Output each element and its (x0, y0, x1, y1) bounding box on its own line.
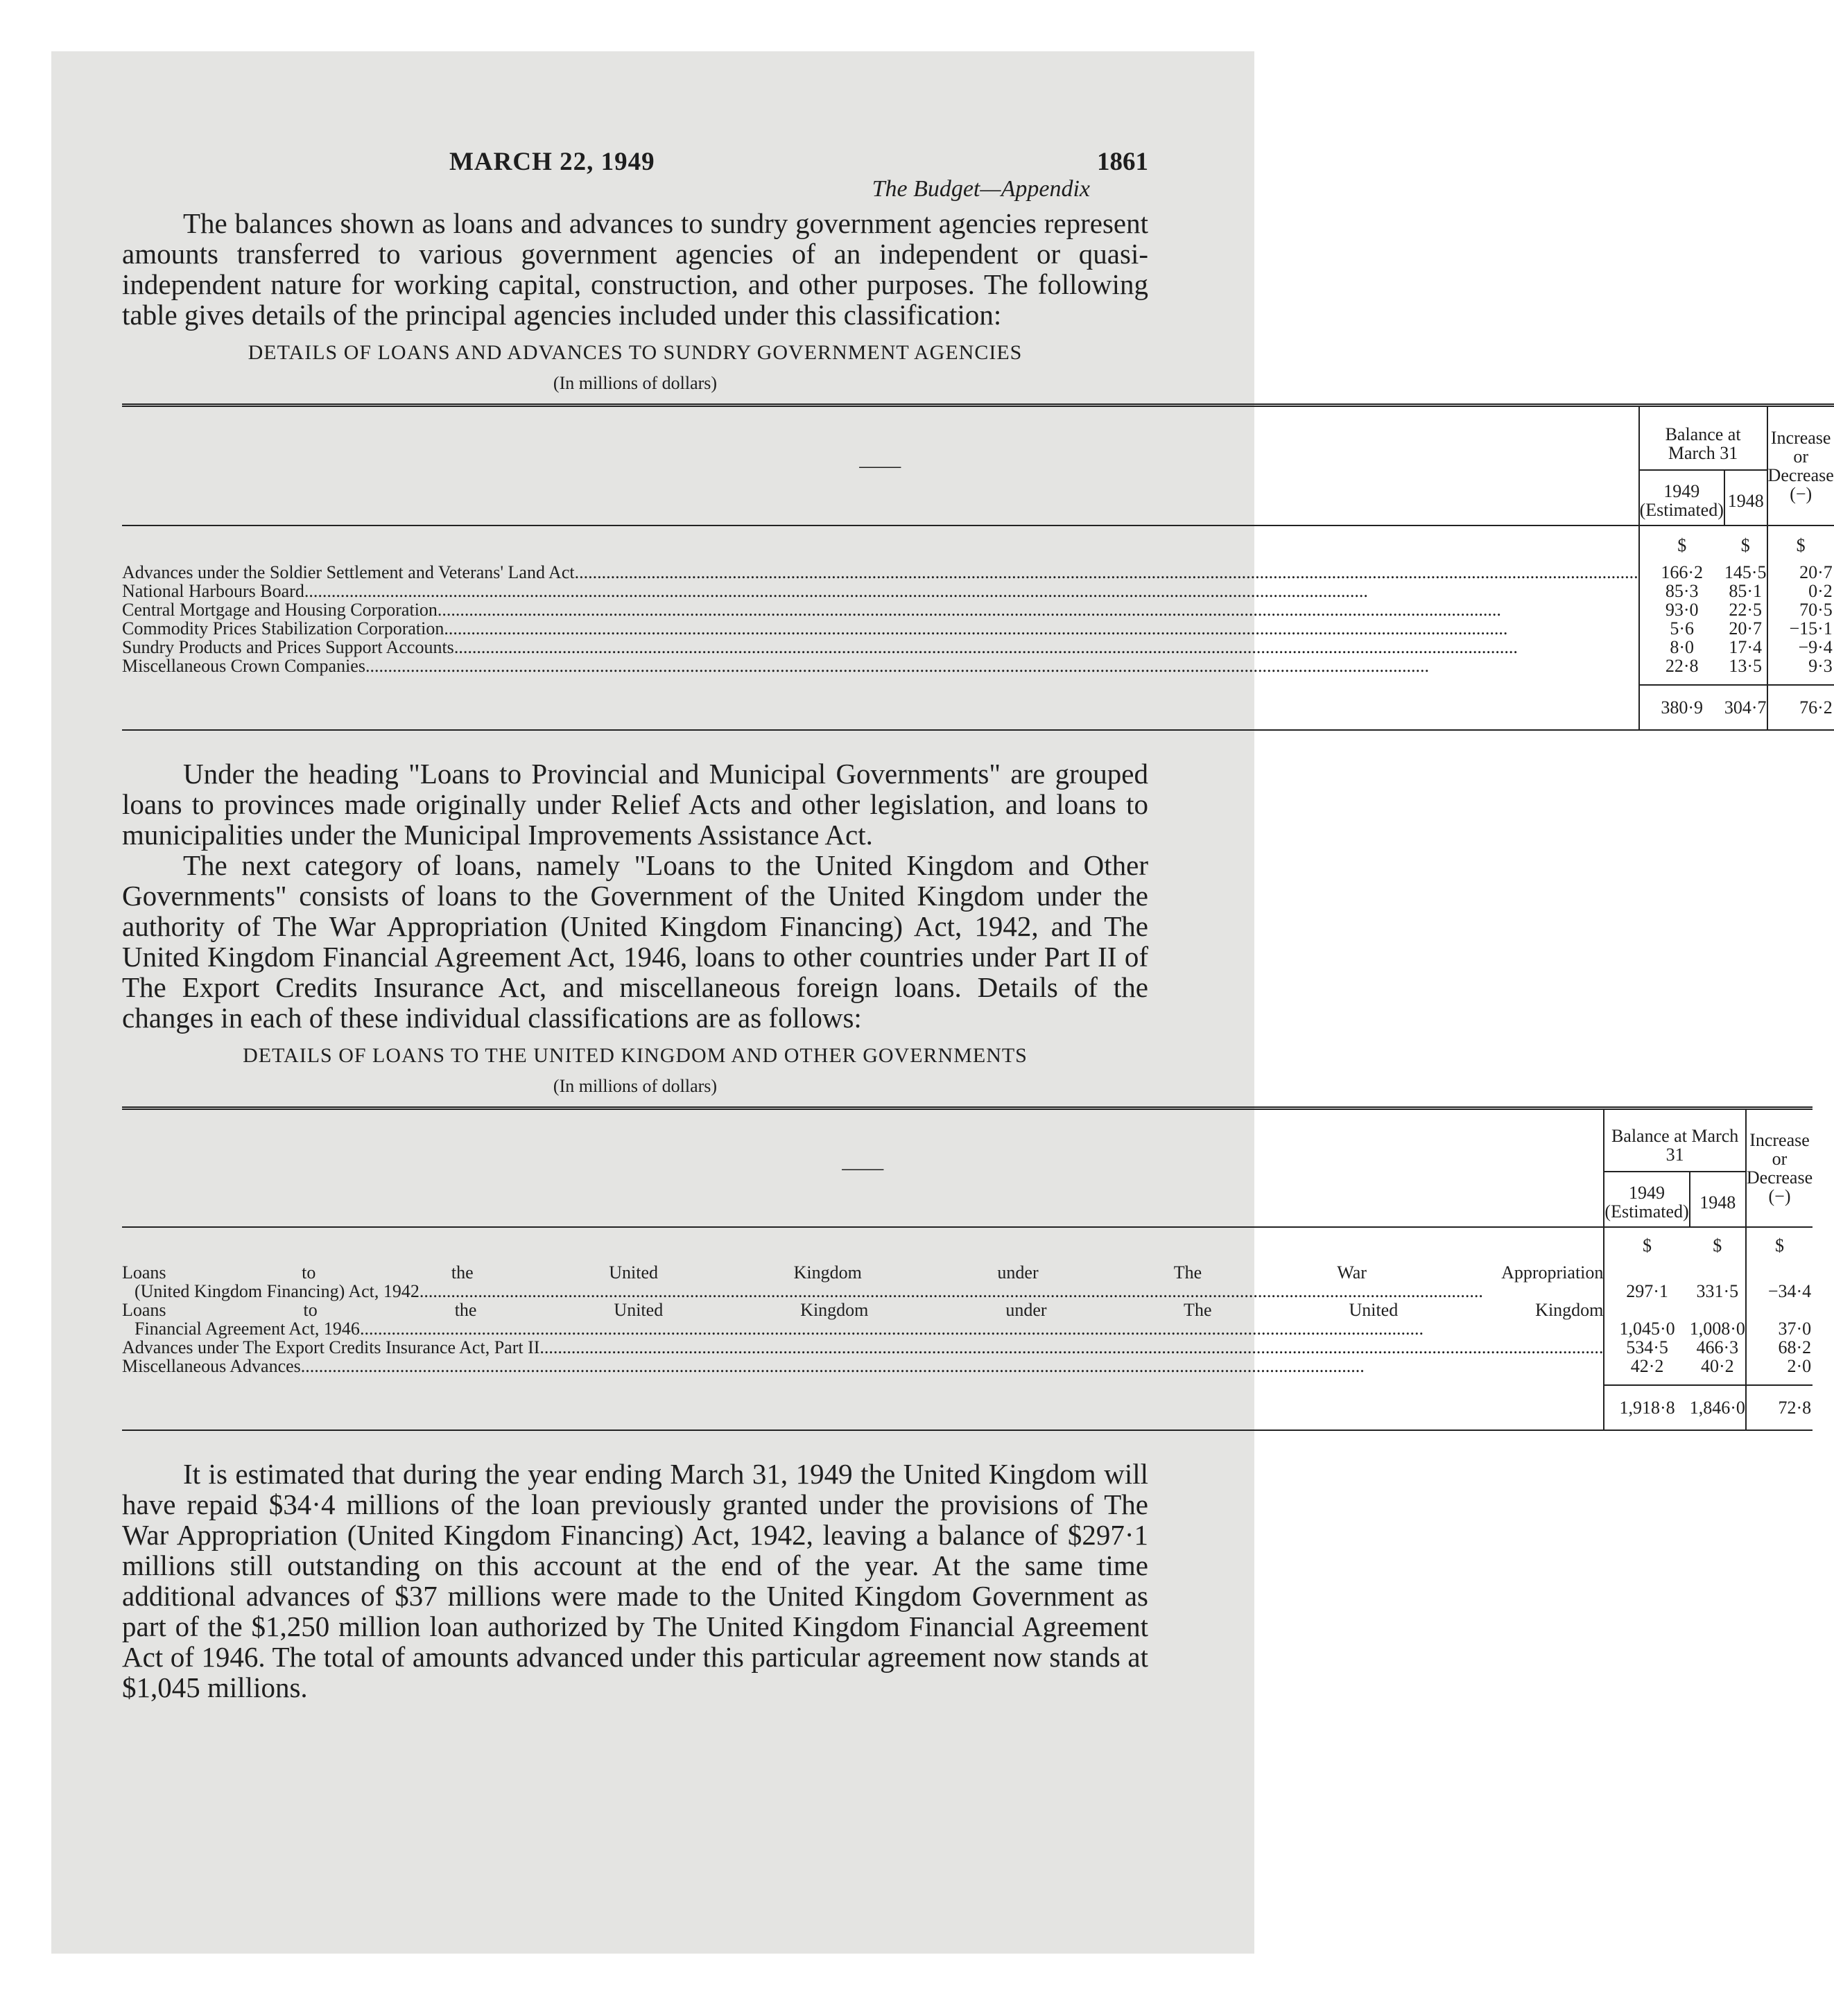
table-row (122, 638, 1834, 657)
table2-total-change: 72·8 (1746, 1385, 1813, 1430)
table2-balance-header: Balance at March 31 (1604, 1109, 1745, 1172)
value-1949: 8·0 (1639, 638, 1724, 657)
table1-total-change: 76·2 (1767, 685, 1834, 730)
row-label: National Harbours Board (122, 581, 304, 601)
page-content (122, 141, 1834, 1703)
table2-col-1949 (1604, 1172, 1689, 1227)
table-row (122, 1301, 1813, 1319)
row-label: Commodity Prices Stabilization Corporation (122, 618, 444, 638)
value-1948: 331·5 (1696, 1281, 1739, 1301)
running-header (122, 141, 1148, 183)
value-1949: 534·5 (1604, 1338, 1689, 1357)
dot-leader (304, 582, 1638, 600)
table-row (122, 563, 1834, 582)
header-subtitle: The Budget—Appendix (872, 176, 1090, 202)
value-1948: 1,008·0 (1689, 1319, 1745, 1339)
header-date: MARCH 22, 1949 (449, 148, 655, 176)
value-1948: 22·5 (1729, 600, 1763, 620)
table1-row-label (122, 563, 1638, 582)
table2-row-label-first: Loans to the United Kingdom under The War Appropriation (122, 1262, 1604, 1283)
row-label: (United Kingdom Financing) Act, 1942 (135, 1281, 419, 1301)
change-header-line1: Increase (1749, 1130, 1810, 1150)
unit-label: $ (1746, 1227, 1813, 1255)
dot-leader (365, 657, 1638, 675)
table1-row-label (122, 619, 1638, 638)
intro-paragraph: The balances shown as loans and advances to sundry government agencies represent amounts transferred to various government agencies of an independent or quasi-independent nature for working capital, construction, and other purposes. The following table gives details of the principal agencies included under this classification: (122, 207, 1148, 331)
value-1948: 20·7 (1729, 618, 1763, 638)
dot-leader (575, 563, 1638, 582)
value-change: 70·5 (1767, 600, 1834, 619)
unit-label: $ (1639, 525, 1724, 555)
table1-row-label (122, 657, 1638, 675)
table1-change-header (1767, 406, 1834, 526)
change-header-line3: Decrease (1767, 465, 1834, 485)
table1-subtitle: (In millions of dollars) (553, 373, 718, 393)
table2-row-label-first: Loans to the United Kingdom under The United Kingdom (122, 1300, 1604, 1320)
value-change: 68·2 (1746, 1338, 1813, 1357)
table1-col-1949 (1639, 470, 1724, 525)
col-1949-year: 1949 (1663, 481, 1700, 501)
value-1948: 466·3 (1696, 1337, 1739, 1357)
change-header-line1: Increase (1770, 428, 1831, 448)
change-header-line2: or (1793, 446, 1809, 467)
value-1948: 85·1 (1729, 581, 1763, 601)
page-sheet (51, 51, 1834, 1954)
row-label: Financial Agreement Act, 1946 (135, 1319, 360, 1339)
table-row (122, 1282, 1813, 1301)
table2-row-label (122, 1338, 1603, 1357)
value-change: −15·1 (1767, 619, 1834, 638)
paragraph-uk-loans: The next category of loans, namely "Loans to the United Kingdom and Other Governments" consists of loans to the Government of the United Kingdom under the authority of The War Appropriation (United Kingdom Financing) Act, 1942, and The United Kingdom Financial Agreement Act, 1946, loans to other countries under Part II of The Export Credits Insurance Act, and miscellaneous foreign loans. Details of the changes in each of these individual classifications are as follows: (122, 849, 1148, 1034)
dot-leader (301, 1357, 1604, 1375)
value-1949: 1,045·0 (1604, 1319, 1689, 1338)
value-1948: 17·4 (1729, 637, 1763, 657)
row-label: Advances under The Export Credits Insurance Act, Part II (122, 1337, 540, 1357)
value-change: −34·4 (1746, 1282, 1813, 1301)
value-1948: 13·5 (1729, 656, 1763, 676)
value-change: 2·0 (1746, 1357, 1813, 1375)
page-number: 1861 (1097, 148, 1148, 176)
value-1949: 85·3 (1639, 582, 1724, 600)
value-1949: 42·2 (1604, 1357, 1689, 1375)
paragraph-provincial: Under the heading "Loans to Provincial and Municipal Governments" are grouped loans to provinces made originally under Relief Acts and other legislation, and loans to municipalities under the Municipal Improvements Assistance Act. (122, 758, 1148, 851)
table2-row-label (122, 1357, 1603, 1375)
table2-col-1948: 1948 (1690, 1172, 1746, 1227)
value-1949: 166·2 (1639, 563, 1724, 582)
table-row (122, 619, 1834, 638)
row-label: Advances under the Soldier Settlement and Veterans' Land Act (122, 562, 575, 582)
table1-total-1949: 380·9 (1639, 685, 1724, 730)
value-1949: 22·8 (1639, 657, 1724, 675)
col-1949-note: (Estimated) (1604, 1201, 1689, 1222)
row-label: Sundry Products and Prices Support Accounts (122, 637, 454, 657)
col-1949-year: 1949 (1629, 1183, 1666, 1203)
value-1949: 5·6 (1639, 619, 1724, 638)
col-1949-note: (Estimated) (1639, 500, 1724, 520)
table-row (122, 1263, 1813, 1282)
value-change: 9·3 (1767, 657, 1834, 675)
table-row (122, 600, 1834, 619)
table1-row-label (122, 582, 1638, 600)
row-label: Miscellaneous Crown Companies (122, 656, 365, 676)
table-row (122, 582, 1834, 600)
table1-total-1948: 304·7 (1724, 685, 1767, 730)
table2-dash: —— (842, 1156, 884, 1179)
table2-title: DETAILS OF LOANS TO THE UNITED KINGDOM AND OTHER GOVERNMENTS (243, 1044, 1028, 1067)
unit-label: $ (1740, 535, 1750, 555)
unit-label: $ (1767, 525, 1834, 555)
table2-total-1948: 1,846·0 (1690, 1385, 1746, 1430)
table-row (122, 1357, 1813, 1375)
table1-title: DETAILS OF LOANS AND ADVANCES TO SUNDRY GOVERNMENT AGENCIES (248, 341, 1023, 364)
table1 (122, 403, 1834, 731)
table2-total-1949: 1,918·8 (1604, 1385, 1689, 1430)
table-row (122, 1338, 1813, 1357)
paragraph-repayment: It is estimated that during the year ending March 31, 1949 the United Kingdom will have repaid $34·4 millions of the loan previously granted under the provisions of The War Appropriation (United Kingdom Financing) Act, 1942, leaving a balance of $297·1 millions still outstanding on this account at the end of the year. At the same time additional advances of $37 millions were made to the United Kingdom Government as part of the $1,250 million loan authorized by The United Kingdom Financial Agreement Act of 1946. The total of amounts advanced under this particular agreement now stands at $1,045 millions. (122, 1458, 1148, 1703)
table2 (122, 1106, 1813, 1431)
value-1949: 93·0 (1639, 600, 1724, 619)
dot-leader (419, 1282, 1604, 1301)
unit-label: $ (1713, 1235, 1722, 1255)
table1-dash: —— (859, 454, 901, 477)
value-change: 0·2 (1767, 582, 1834, 600)
value-change: −9·4 (1767, 638, 1834, 657)
table1-col-1948: 1948 (1724, 470, 1767, 525)
value-1949: 297·1 (1604, 1282, 1689, 1301)
dot-leader (454, 638, 1638, 657)
table2-subtitle: (In millions of dollars) (553, 1076, 718, 1096)
table-row (122, 657, 1834, 675)
value-1948: 40·2 (1700, 1356, 1734, 1376)
value-change: 20·7 (1767, 563, 1834, 582)
dot-leader (438, 600, 1638, 619)
dot-leader (539, 1338, 1603, 1357)
table2-row-label (122, 1282, 1603, 1301)
table-row (122, 1319, 1813, 1338)
change-header-line3: Decrease (1746, 1167, 1813, 1188)
table2-row-label (122, 1319, 1603, 1338)
table1-row-label (122, 638, 1638, 657)
row-label: Miscellaneous Advances (122, 1356, 301, 1376)
dot-leader (444, 619, 1638, 638)
row-label: Central Mortgage and Housing Corporation (122, 600, 438, 620)
table1-balance-header: Balance at March 31 (1639, 406, 1767, 471)
table1-row-label (122, 600, 1638, 619)
value-change: 37·0 (1746, 1319, 1813, 1338)
unit-label: $ (1604, 1227, 1689, 1255)
table2-change-header (1746, 1109, 1813, 1228)
change-header-line4: (−) (1768, 1186, 1791, 1206)
change-header-line2: or (1772, 1149, 1788, 1169)
change-header-line4: (−) (1790, 484, 1813, 504)
value-1948: 145·5 (1724, 562, 1767, 582)
dot-leader (360, 1319, 1603, 1338)
